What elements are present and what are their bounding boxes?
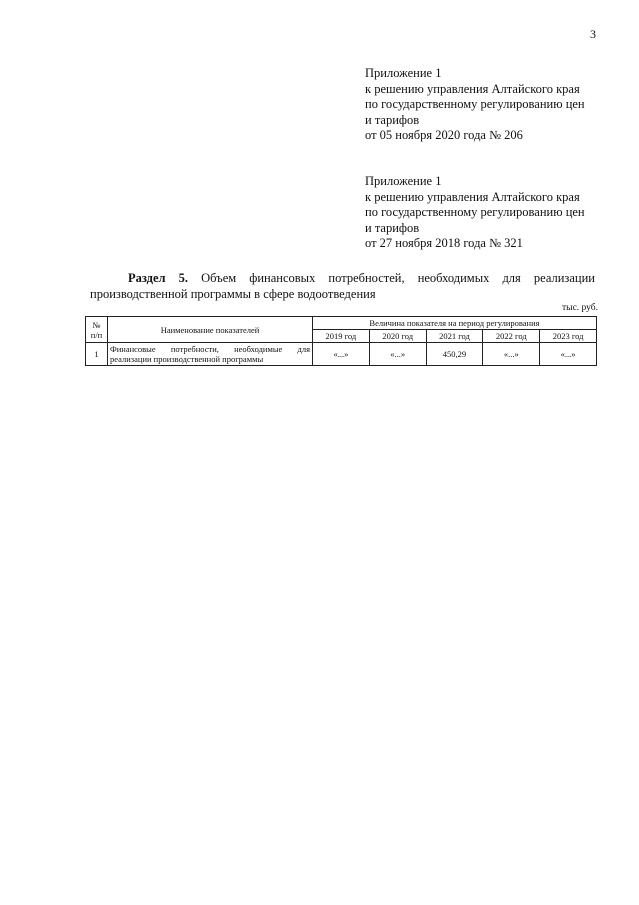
header-period: Величина показателя на период регулирования — [313, 317, 597, 330]
appendix-line: к решению управления Алтайского края — [365, 189, 580, 204]
row-value: 450,29 — [426, 343, 483, 366]
appendix-line: от 05 ноября 2020 года № 206 — [365, 128, 523, 142]
header-year: 2021 год — [426, 330, 483, 343]
page-number: 3 — [590, 27, 596, 41]
appendix-line: по государственному регулированию цен — [365, 97, 585, 111]
appendix-line: Приложение 1 — [365, 66, 442, 80]
appendix-line: и тарифов — [365, 220, 420, 235]
table-row — [86, 343, 597, 366]
appendix-previous-stamp — [365, 174, 615, 252]
row-value: «...» — [313, 343, 370, 366]
header-year: 2020 год — [369, 330, 426, 343]
section-title-part1: Объем финансовых потребностей, необходимых для реализации — [201, 271, 595, 285]
section-heading-line1 — [90, 271, 595, 287]
header-year: 2023 год — [540, 330, 597, 343]
appendix-line: от 27 ноября 2018 года № 321 — [365, 236, 523, 250]
section-label: Раздел 5. — [128, 271, 189, 285]
appendix-current-stamp — [365, 66, 615, 144]
units-label: тыс. руб. — [562, 303, 598, 313]
header-num: № п/п — [86, 317, 108, 343]
row-num: 1 — [86, 343, 108, 366]
header-year: 2019 год — [313, 330, 370, 343]
row-name: Финансовые потребности, необходимые для реализации производственной программы — [108, 343, 313, 366]
appendix-line: и тарифов — [365, 112, 420, 127]
header-year: 2022 год — [483, 330, 540, 343]
section-heading — [90, 271, 595, 302]
header-name: Наименование показателей — [108, 317, 313, 343]
row-value: «...» — [483, 343, 540, 366]
appendix-line: к решению управления Алтайского края — [365, 81, 580, 96]
row-value: «...» — [540, 343, 597, 366]
table-header-row — [86, 317, 597, 330]
appendix-line: Приложение 1 — [365, 174, 442, 188]
financial-needs-table — [85, 316, 597, 366]
row-value: «...» — [369, 343, 426, 366]
section-title-part2: производственной программы в сфере водоотведения — [90, 286, 376, 301]
appendix-line: по государственному регулированию цен — [365, 205, 585, 219]
